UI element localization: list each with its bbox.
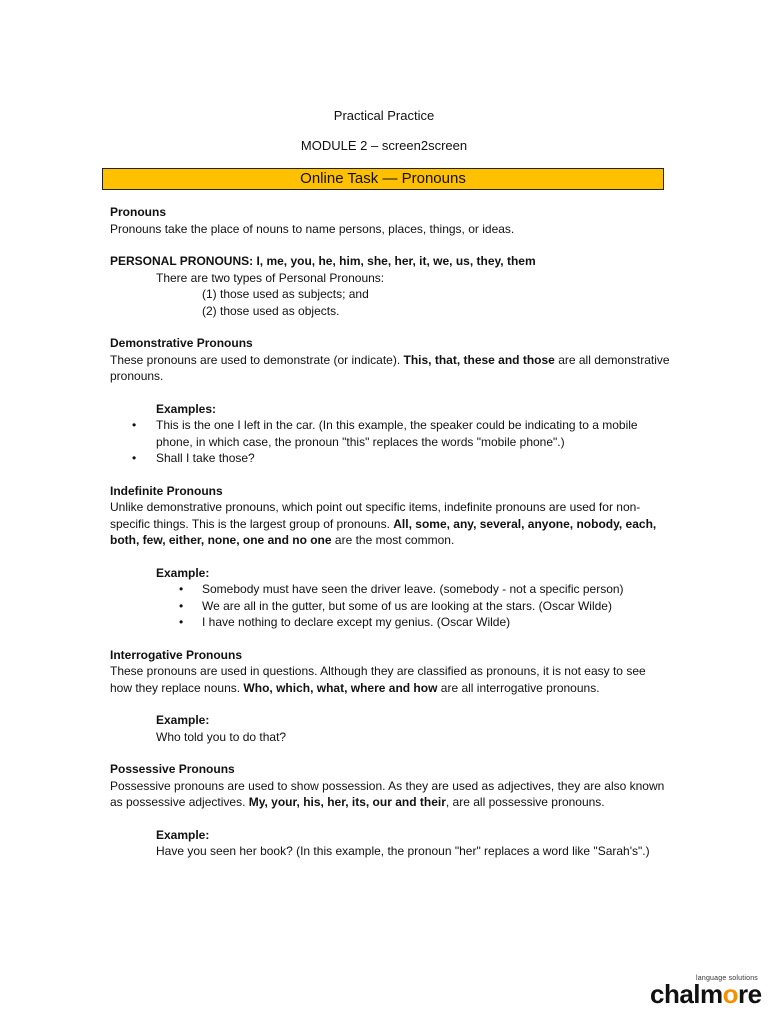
example-label: Example: bbox=[156, 827, 210, 842]
document-title: Practical Practice bbox=[333, 108, 435, 123]
chalmore-logo bbox=[650, 975, 760, 1015]
example-label: Example: bbox=[156, 713, 210, 727]
logo-wordmark: chalmore bbox=[650, 979, 762, 1009]
bullet-icon: • bbox=[179, 598, 184, 613]
examples-label: Examples: bbox=[156, 401, 217, 416]
example-text: Who told you to do that? bbox=[156, 729, 287, 744]
section-heading-indefinite: Indefinite Pronouns bbox=[110, 483, 223, 498]
personal-item: (1) those used as subjects; and bbox=[202, 287, 369, 301]
module-title: MODULE 2 – screen2screen bbox=[300, 138, 468, 153]
section-heading-pronouns: Pronouns bbox=[110, 205, 166, 219]
example-list-item: • Somebody must have seen the driver leave. (somebody - not a specific person) bbox=[179, 582, 624, 596]
example-text: Have you seen her book? (In this example, the pronoun "her" replaces a word like "Sarah's".) bbox=[156, 844, 650, 858]
task-banner: Online Task — Pronouns bbox=[102, 168, 664, 190]
demonstrative-definition: These pronouns are used to demonstrate (or indicate). This, that, these and those are all demonstrative pronouns. bbox=[110, 352, 670, 383]
bullet-icon: • bbox=[179, 582, 184, 596]
document-body bbox=[110, 204, 670, 860]
example-list-item: • This is the one I left in the car. (In this example, the speaker could be indicating to a mobile phone, in which case, the pronoun "this" replaces the words "mobile phone".) bbox=[132, 418, 638, 449]
section-heading-personal: PERSONAL PRONOUNS: I, me, you, he, him, she, her, it, we, us, they, them bbox=[110, 254, 536, 268]
bullet-icon: • bbox=[179, 615, 184, 629]
example-list-item: • We are all in the gutter, but some of us are looking at the stars. (Oscar Wilde) bbox=[179, 598, 612, 613]
interrogative-definition: These pronouns are used in questions. Although they are classified as pronouns, it is not easy to see how they replace nouns. Who, which, what, where and how are all interrogative pronouns. bbox=[110, 664, 646, 695]
bullet-icon: • bbox=[132, 418, 137, 432]
personal-intro: There are two types of Personal Pronouns: bbox=[156, 270, 385, 285]
section-heading-interrogative: Interrogative Pronouns bbox=[110, 647, 243, 662]
logo-tagline: language solutions bbox=[696, 975, 758, 982]
possessive-definition: Possessive pronouns are used to show possession. As they are used as adjectives, they are also known as possessive adjectives. My, your, his, her, its, our and their, are all possessive pronouns. bbox=[110, 778, 665, 809]
example-label: Example: bbox=[156, 565, 210, 580]
pronouns-definition: Pronouns take the place of nouns to name persons, places, things, or ideas. bbox=[110, 221, 515, 236]
example-list-item: • Shall I take those? bbox=[132, 451, 255, 465]
section-heading-possessive: Possessive Pronouns bbox=[110, 762, 235, 776]
personal-item: (2) those used as objects. bbox=[202, 303, 340, 318]
indefinite-definition: Unlike demonstrative pronouns, which point out specific items, indefinite pronouns are used for non-specific things. This is the largest group of pronouns. All, some, any, several, anyone, nobody, each, both, few, either, none, one and no one are the most common. bbox=[110, 500, 657, 547]
bullet-icon: • bbox=[132, 451, 137, 465]
section-heading-demonstrative: Demonstrative Pronouns bbox=[110, 336, 253, 350]
example-list-item: • I have nothing to declare except my genius. (Oscar Wilde) bbox=[179, 615, 511, 629]
